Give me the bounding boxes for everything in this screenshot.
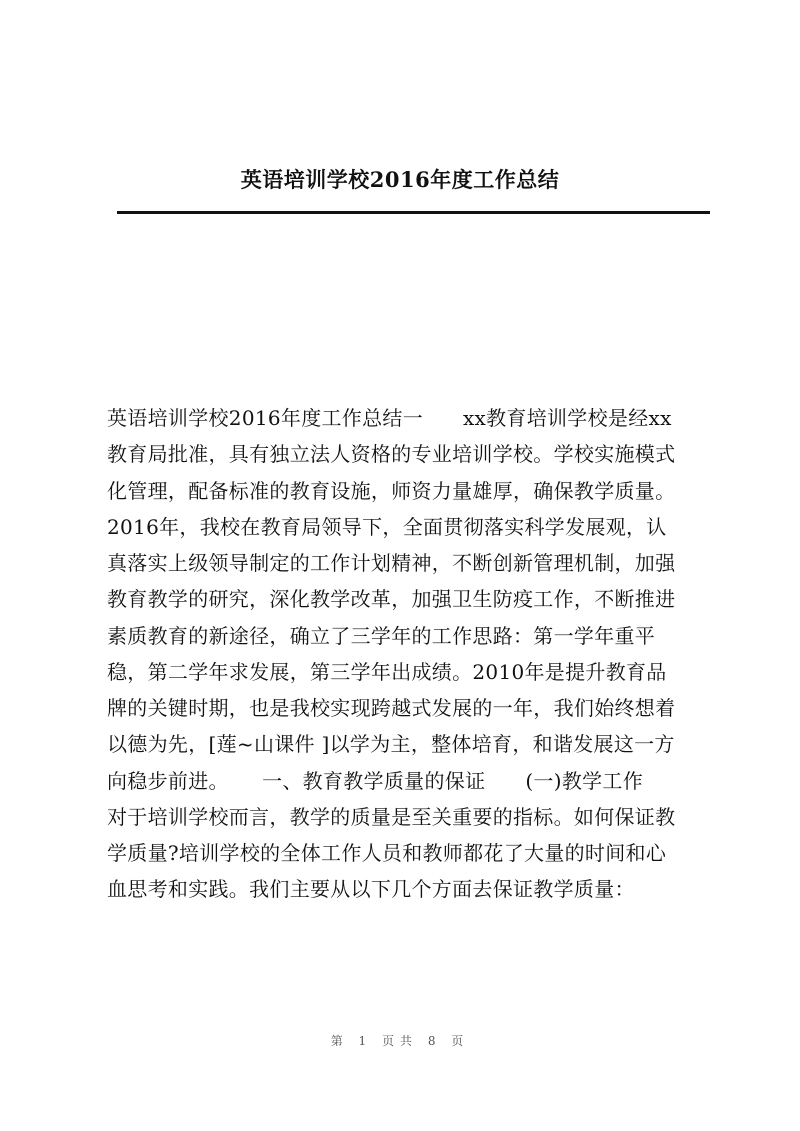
body-line: 对于培训学校而言，教学的质量是至关重要的指标。如何保证教 [107,804,676,829]
body-line: 向稳步前进。 一、教育教学质量的保证 (一)教学工作 [107,768,644,793]
body-line: 稳，第二学年求发展，第三学年出成绩。2010年是提升教育品 [107,659,667,684]
body-line: 化管理，配备标准的教育设施，师资力量雄厚，确保教学质量。 [107,478,676,503]
body-line: 以德为先，[莲~山课件 ]以学为主，整体培育，和谐发展这一方 [107,732,675,757]
body-line: 学质量?培训学校的全体工作人员和教师都花了大量的时间和心 [107,841,667,865]
document-body [107,400,707,908]
body-line: 牌的关键时期，也是我校实现跨越式发展的一年，我们始终想着 [107,696,676,720]
body-line: 英语培训学校2016年度工作总结一 xx教育培训学校是经xx [107,406,672,430]
page-number-footer: 第 1 页共 8 页 [330,1034,470,1048]
body-line: 教育局批准，具有独立法人资格的专业培训学校。学校实施模式 [107,442,676,467]
body-line: 素质教育的新途径，确立了三学年的工作思路：第一学年重平 [107,623,656,648]
body-line: 教育教学的研究，深化教学改革，加强卫生防疫工作，不断推进 [107,587,676,612]
title-underline [117,211,710,214]
body-line: 2016年，我校在教育局领导下，全面贯彻落实科学发展观，认 [107,514,667,539]
body-line: 血思考和实践。我们主要从以下几个方面去保证教学质量： [107,877,635,902]
document-title: 英语培训学校2016年度工作总结 [240,167,560,192]
body-line: 真落实上级领导制定的工作计划精神，不断创新管理机制，加强 [107,551,676,575]
